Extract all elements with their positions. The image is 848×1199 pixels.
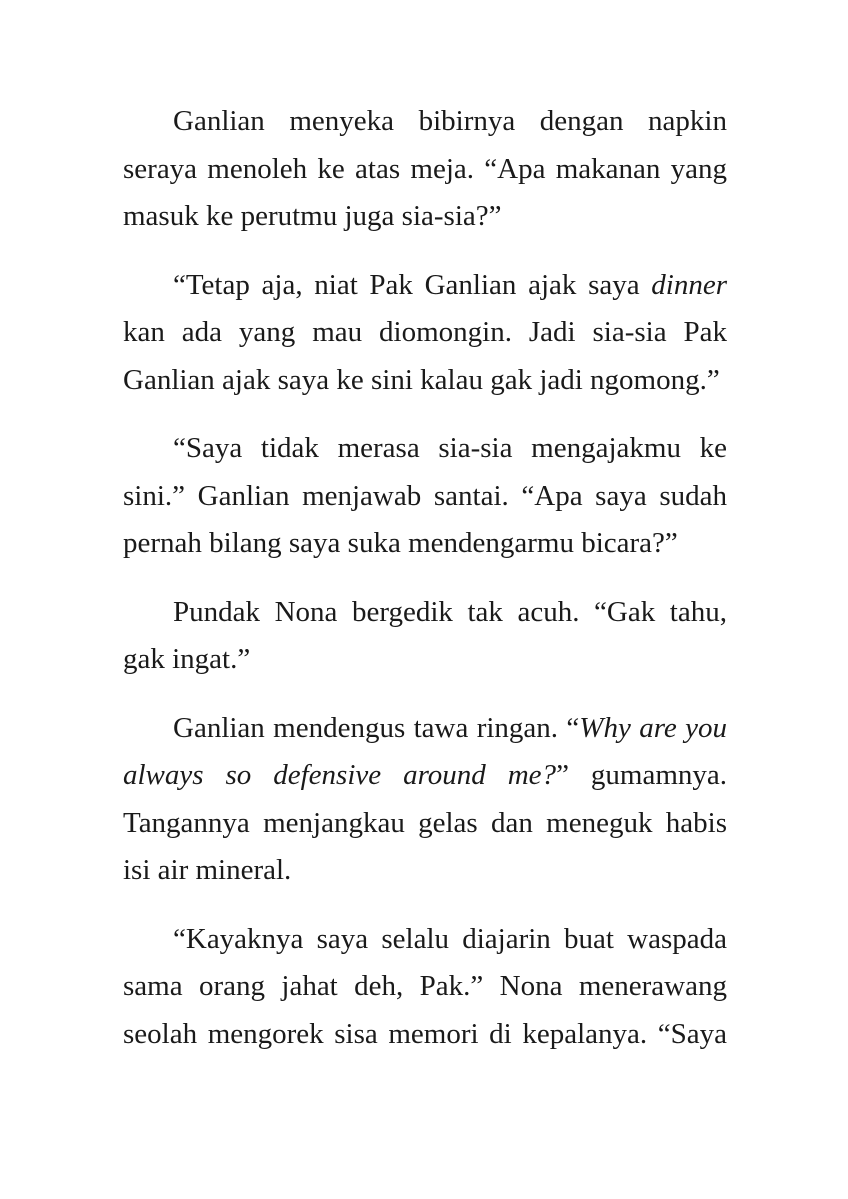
- paragraph-6: [123, 916, 727, 1059]
- paragraph-1: [123, 98, 727, 241]
- paragraph-4-text: Pundak Nona bergedik tak acuh. “Gak tahu, gak ingat.”: [123, 595, 727, 675]
- paragraph-2: [123, 262, 727, 405]
- paragraph-2-text-a: “Tetap aja, niat Pak Ganlian ajak saya: [173, 268, 652, 301]
- paragraph-2-italic: dinner: [651, 268, 727, 301]
- paragraph-6-text: “Kayaknya saya selalu diajarin buat waspada sama orang jahat deh, Pak.” Nona menerawang seolah mengorek sisa memori di kepalanya. “Saya: [123, 922, 727, 1050]
- paragraph-5-italic: Why are you always so defensive around me?: [123, 711, 728, 791]
- paragraph-5: [123, 705, 727, 895]
- paragraph-1-text: Ganlian menyeka bibirnya dengan napkin seraya menoleh ke atas meja. “Apa makanan yang masuk ke perutmu juga sia-sia?”: [123, 105, 727, 232]
- paragraph-5-text-b: ” gumamnya. Tangannya menjangkau gelas dan meneguk habis isi air mineral.: [123, 759, 727, 886]
- paragraph-5-text-a: Ganlian mendengus tawa ringan. “: [173, 711, 580, 744]
- paragraph-3-text: “Saya tidak merasa sia-sia mengajakmu ke sini.” Ganlian menjawab santai. “Apa saya sudah pernah bilang saya suka mendengarmu bicara?”: [123, 432, 727, 559]
- paragraph-4: [123, 589, 727, 684]
- paragraph-2-text-b: kan ada yang mau diomongin. Jadi sia-sia Pak Ganlian ajak saya ke sini kalau gak jadi ngomong.”: [123, 316, 727, 396]
- paragraph-3: [123, 425, 727, 568]
- body-text: [123, 98, 727, 1079]
